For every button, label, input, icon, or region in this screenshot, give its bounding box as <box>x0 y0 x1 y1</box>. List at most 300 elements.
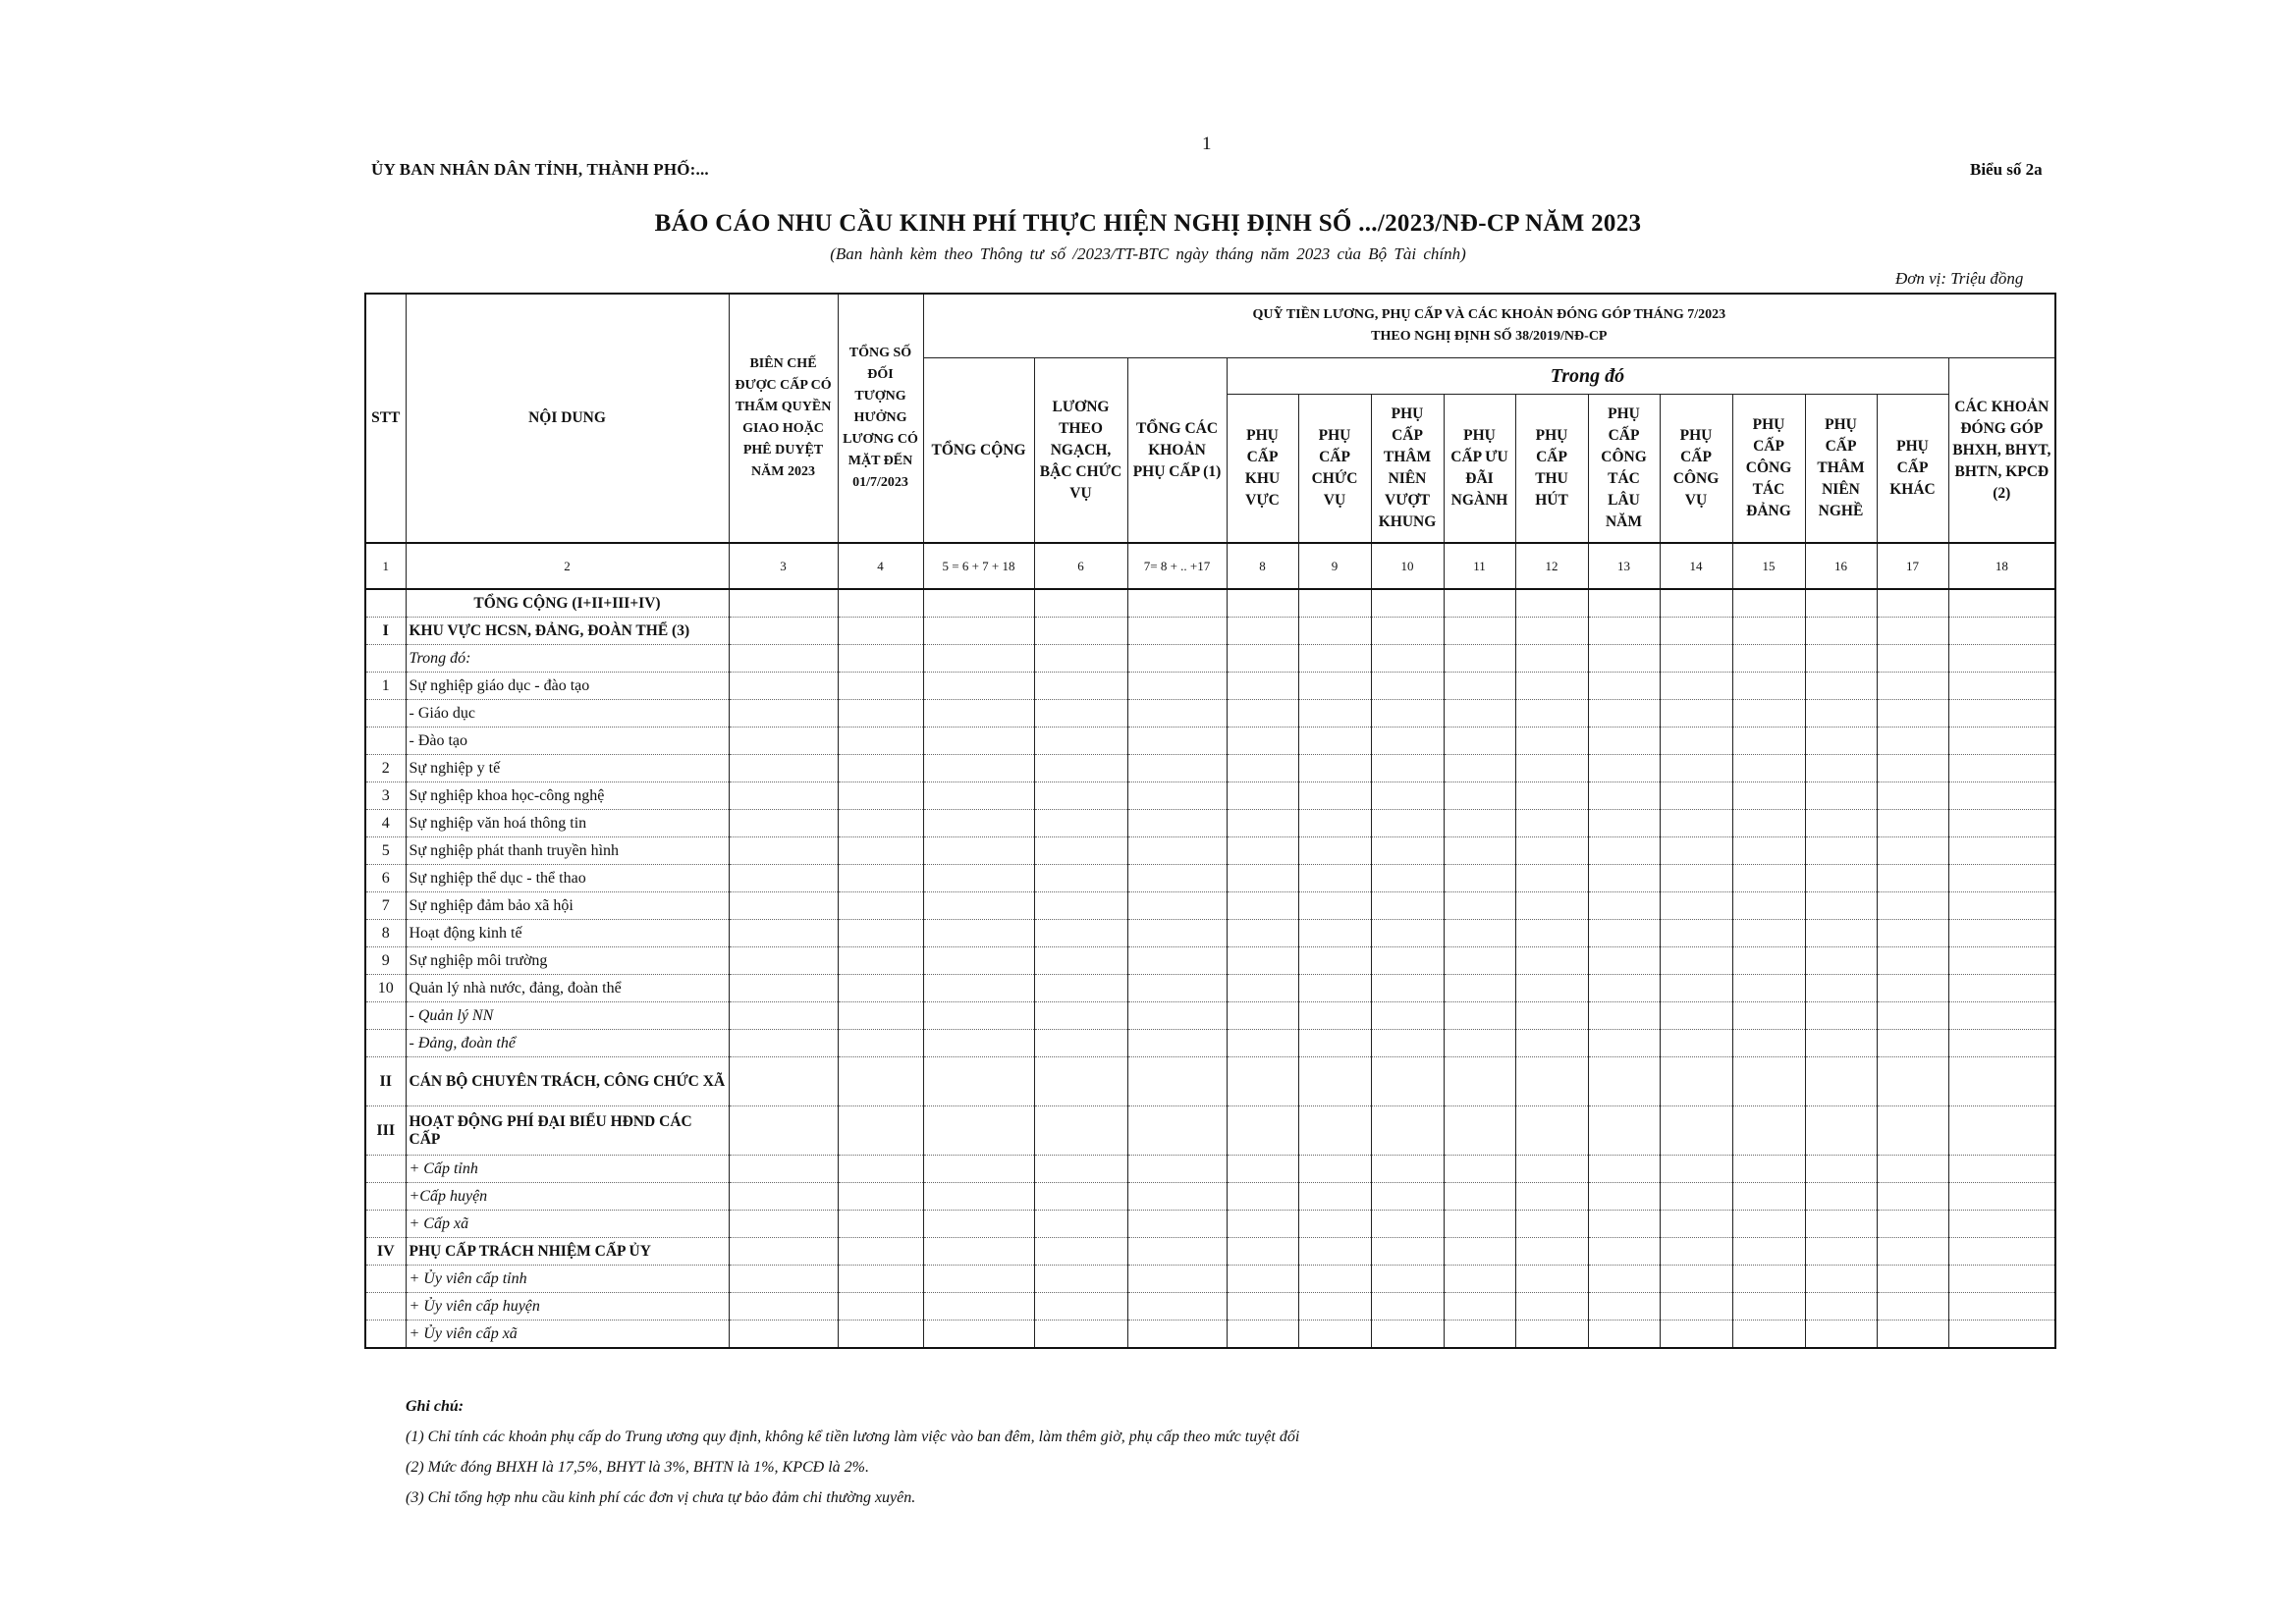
row-label: + Cấp xã <box>406 1211 729 1238</box>
row-cell <box>1877 782 1948 810</box>
row-cell <box>1660 1266 1732 1293</box>
row-cell <box>1127 700 1227 728</box>
header-luong-ngach: LƯƠNG THEO NGẠCH, BẬC CHỨC VỤ <box>1034 358 1127 544</box>
row-cell <box>1805 1030 1877 1057</box>
row-cell <box>1877 645 1948 673</box>
row-cell <box>729 947 838 975</box>
row-cell <box>1948 1057 2055 1106</box>
row-cell <box>923 1057 1034 1106</box>
row-cell <box>1371 700 1444 728</box>
row-cell <box>1371 892 1444 920</box>
table-row <box>365 920 2055 947</box>
report-title: BÁO CÁO NHU CẦU KINH PHÍ THỰC HIỆN NGHỊ ĐỊNH SỐ .../2023/NĐ-CP NĂM 2023 <box>654 210 1642 237</box>
row-cell <box>923 1266 1034 1293</box>
row-cell <box>1034 947 1127 975</box>
table-row <box>365 728 2055 755</box>
row-cell <box>1948 1321 2055 1349</box>
row-cell <box>1227 810 1298 837</box>
row-cell <box>1805 618 1877 645</box>
row-cell <box>1127 1266 1227 1293</box>
row-cell <box>1732 865 1805 892</box>
table-row <box>365 1266 2055 1293</box>
row-cell <box>1948 618 2055 645</box>
row-cell <box>1877 755 1948 782</box>
row-cell <box>1515 618 1588 645</box>
row-cell <box>729 1293 838 1321</box>
row-cell <box>1515 865 1588 892</box>
issuing-authority: ỦY BAN NHÂN DÂN TỈNH, THÀNH PHỐ:... <box>371 160 709 179</box>
row-cell <box>1805 673 1877 700</box>
row-cell <box>1371 1057 1444 1106</box>
row-cell <box>1732 1156 1805 1183</box>
table-row <box>365 947 2055 975</box>
row-cell <box>923 1106 1034 1156</box>
row-cell <box>1732 920 1805 947</box>
row-cell <box>1660 645 1732 673</box>
row-cell <box>1732 1238 1805 1266</box>
column-number: 9 <box>1298 543 1371 589</box>
row-cell <box>1588 1293 1660 1321</box>
row-cell <box>1298 645 1371 673</box>
row-cell <box>1034 975 1127 1002</box>
row-cell <box>1660 920 1732 947</box>
row-cell <box>1444 1183 1515 1211</box>
row-cell <box>1805 589 1877 618</box>
header-trong-do: Trong đó <box>1227 358 1948 395</box>
row-cell <box>1298 1057 1371 1106</box>
row-cell <box>729 1238 838 1266</box>
row-cell <box>923 645 1034 673</box>
row-cell <box>729 700 838 728</box>
row-cell <box>1127 618 1227 645</box>
row-cell <box>923 865 1034 892</box>
row-cell <box>838 782 923 810</box>
note-item: (1) Chỉ tính các khoản phụ cấp do Trung ương quy định, không kể tiền lương làm việc vào ban đêm, làm thêm giờ, phụ cấp theo mức tuyệt đối <box>406 1428 1300 1445</box>
row-cell <box>1371 810 1444 837</box>
row-label: + Ủy viên cấp huyện <box>406 1293 729 1321</box>
header-stt: STT <box>365 294 406 543</box>
row-cell <box>1227 1106 1298 1156</box>
row-cell <box>1877 1266 1948 1293</box>
row-cell <box>1732 589 1805 618</box>
row-label: + Cấp tỉnh <box>406 1156 729 1183</box>
row-cell <box>1660 865 1732 892</box>
row-label: CÁN BỘ CHUYÊN TRÁCH, CÔNG CHỨC XÃ <box>406 1057 729 1106</box>
row-cell <box>1588 865 1660 892</box>
row-cell <box>1371 782 1444 810</box>
row-cell <box>1805 1211 1877 1238</box>
row-cell <box>1444 755 1515 782</box>
row-cell <box>1127 947 1227 975</box>
row-cell <box>1948 920 2055 947</box>
row-cell <box>1515 1106 1588 1156</box>
row-cell <box>1877 1156 1948 1183</box>
row-label: + Ủy viên cấp xã <box>406 1321 729 1349</box>
row-cell <box>923 589 1034 618</box>
row-cell <box>1588 1321 1660 1349</box>
row-cell <box>1948 1106 2055 1156</box>
row-cell <box>1298 1293 1371 1321</box>
row-cell <box>1877 1238 1948 1266</box>
table-row <box>365 1321 2055 1349</box>
row-cell <box>1805 920 1877 947</box>
row-cell <box>923 1030 1034 1057</box>
row-cell <box>1127 975 1227 1002</box>
row-label: - Quản lý NN <box>406 1002 729 1030</box>
row-cell <box>1877 837 1948 865</box>
row-cell <box>1660 1002 1732 1030</box>
row-cell <box>1371 673 1444 700</box>
row-cell <box>1948 810 2055 837</box>
row-cell <box>1227 892 1298 920</box>
row-cell <box>1805 837 1877 865</box>
row-stt <box>365 1293 406 1321</box>
row-cell <box>1515 892 1588 920</box>
row-cell <box>1444 920 1515 947</box>
row-cell <box>1805 755 1877 782</box>
row-cell <box>1877 1183 1948 1211</box>
header-pc-chuc-vu: PHỤ CẤP CHỨC VỤ <box>1298 395 1371 544</box>
row-cell <box>1227 618 1298 645</box>
row-cell <box>1732 1266 1805 1293</box>
row-cell <box>1127 1057 1227 1106</box>
row-cell <box>1660 892 1732 920</box>
row-cell <box>1805 1238 1877 1266</box>
row-cell <box>1444 589 1515 618</box>
row-stt <box>365 1211 406 1238</box>
row-cell <box>1444 782 1515 810</box>
row-cell <box>1948 1293 2055 1321</box>
row-cell <box>923 1002 1034 1030</box>
row-cell <box>1732 645 1805 673</box>
column-number: 18 <box>1948 543 2055 589</box>
row-cell <box>1444 1293 1515 1321</box>
row-stt: 10 <box>365 975 406 1002</box>
row-cell <box>1444 1266 1515 1293</box>
row-stt: II <box>365 1057 406 1106</box>
row-cell <box>1034 1183 1127 1211</box>
row-cell <box>1877 1321 1948 1349</box>
row-label: +Cấp huyện <box>406 1183 729 1211</box>
row-cell <box>1877 1030 1948 1057</box>
row-cell <box>1298 1002 1371 1030</box>
row-cell <box>1732 673 1805 700</box>
header-pc-thu-hut: PHỤ CẤP THU HÚT <box>1515 395 1588 544</box>
row-cell <box>838 975 923 1002</box>
column-number: 17 <box>1877 543 1948 589</box>
row-cell <box>1805 1293 1877 1321</box>
row-cell <box>838 837 923 865</box>
row-cell <box>1588 1211 1660 1238</box>
row-cell <box>1877 618 1948 645</box>
row-cell <box>1034 1057 1127 1106</box>
header-tong-so-doi-tuong: TỔNG SỐ ĐỐI TƯỢNG HƯỞNG LƯƠNG CÓ MẶT ĐẾN 01/7/2023 <box>838 294 923 543</box>
row-cell <box>729 1321 838 1349</box>
row-cell <box>1948 728 2055 755</box>
row-cell <box>1515 810 1588 837</box>
row-cell <box>1588 1030 1660 1057</box>
row-cell <box>729 837 838 865</box>
row-cell <box>923 700 1034 728</box>
row-cell <box>1127 865 1227 892</box>
row-cell <box>1515 1002 1588 1030</box>
row-label: KHU VỰC HCSN, ĐẢNG, ĐOÀN THỂ (3) <box>406 618 729 645</box>
column-number: 11 <box>1444 543 1515 589</box>
row-cell <box>1805 1057 1877 1106</box>
row-cell <box>1034 1293 1127 1321</box>
row-cell <box>1660 755 1732 782</box>
column-number: 14 <box>1660 543 1732 589</box>
column-number: 1 <box>365 543 406 589</box>
row-cell <box>1732 618 1805 645</box>
row-cell <box>1371 1211 1444 1238</box>
row-stt: IV <box>365 1238 406 1266</box>
row-cell <box>1227 1156 1298 1183</box>
row-cell <box>1660 673 1732 700</box>
row-cell <box>1948 865 2055 892</box>
column-number: 2 <box>406 543 729 589</box>
row-cell <box>1227 1030 1298 1057</box>
row-cell <box>1298 865 1371 892</box>
row-cell <box>1127 837 1227 865</box>
table-row <box>365 810 2055 837</box>
row-stt: 1 <box>365 673 406 700</box>
row-cell <box>1948 589 2055 618</box>
row-cell <box>1515 700 1588 728</box>
row-cell <box>838 1030 923 1057</box>
row-cell <box>1127 892 1227 920</box>
row-cell <box>1298 1266 1371 1293</box>
column-number: 10 <box>1371 543 1444 589</box>
row-cell <box>729 920 838 947</box>
row-cell <box>1805 645 1877 673</box>
row-cell <box>1732 1030 1805 1057</box>
header-pc-khac: PHỤ CẤP KHÁC <box>1877 395 1948 544</box>
row-cell <box>1660 782 1732 810</box>
row-cell <box>1034 589 1127 618</box>
row-cell <box>1034 1002 1127 1030</box>
funding-report-table <box>364 293 2056 1349</box>
row-label: PHỤ CẤP TRÁCH NHIỆM CẤP ỦY <box>406 1238 729 1266</box>
row-stt: 7 <box>365 892 406 920</box>
row-label: - Đảng, đoàn thể <box>406 1030 729 1057</box>
row-cell <box>1371 1238 1444 1266</box>
row-cell <box>729 618 838 645</box>
row-cell <box>838 618 923 645</box>
row-cell <box>1127 1293 1227 1321</box>
row-cell <box>1660 1156 1732 1183</box>
row-cell <box>923 837 1034 865</box>
table-row <box>365 865 2055 892</box>
row-cell <box>1127 1156 1227 1183</box>
row-cell <box>1127 673 1227 700</box>
row-cell <box>1034 618 1127 645</box>
row-stt: 4 <box>365 810 406 837</box>
header-dong-gop: CÁC KHOẢN ĐÓNG GÓP BHXH, BHYT, BHTN, KPCĐ (2) <box>1948 358 2055 544</box>
column-number: 15 <box>1732 543 1805 589</box>
row-cell <box>1588 810 1660 837</box>
row-cell <box>1034 1156 1127 1183</box>
notes-title: Ghi chú: <box>406 1398 465 1415</box>
table-row <box>365 1002 2055 1030</box>
row-cell <box>1127 1002 1227 1030</box>
row-cell <box>1444 645 1515 673</box>
row-cell <box>923 673 1034 700</box>
row-cell <box>1515 1266 1588 1293</box>
row-cell <box>1948 975 2055 1002</box>
row-cell <box>1732 837 1805 865</box>
row-cell <box>1298 1321 1371 1349</box>
row-cell <box>1805 1183 1877 1211</box>
row-cell <box>1877 728 1948 755</box>
row-cell <box>1034 1211 1127 1238</box>
row-label: - Giáo dục <box>406 700 729 728</box>
row-cell <box>1515 1030 1588 1057</box>
row-cell <box>1948 1030 2055 1057</box>
row-cell <box>1877 700 1948 728</box>
row-cell <box>1588 782 1660 810</box>
row-stt: 6 <box>365 865 406 892</box>
row-cell <box>923 618 1034 645</box>
table-row <box>365 589 2055 618</box>
row-cell <box>1948 700 2055 728</box>
table-row <box>365 618 2055 645</box>
row-cell <box>1371 618 1444 645</box>
row-cell <box>1034 892 1127 920</box>
row-cell <box>1227 1321 1298 1349</box>
row-cell <box>838 1266 923 1293</box>
row-cell <box>1298 700 1371 728</box>
row-cell <box>1444 1002 1515 1030</box>
row-cell <box>1660 1293 1732 1321</box>
row-cell <box>1732 1293 1805 1321</box>
row-cell <box>1227 947 1298 975</box>
row-cell <box>838 1183 923 1211</box>
table-row <box>365 1183 2055 1211</box>
row-cell <box>1444 1156 1515 1183</box>
row-cell <box>1588 1106 1660 1156</box>
row-cell <box>838 947 923 975</box>
row-cell <box>1298 920 1371 947</box>
row-cell <box>1298 782 1371 810</box>
row-cell <box>1588 700 1660 728</box>
row-cell <box>1444 865 1515 892</box>
row-cell <box>838 1238 923 1266</box>
header-tong-cong: TỔNG CỘNG <box>923 358 1034 544</box>
row-cell <box>1732 1321 1805 1349</box>
row-cell <box>1371 589 1444 618</box>
table-row <box>365 1211 2055 1238</box>
row-cell <box>1444 975 1515 1002</box>
page-number: 1 <box>1202 134 1212 154</box>
row-cell <box>1588 755 1660 782</box>
header-pc-khu-vuc: PHỤ CẤP KHU VỰC <box>1227 395 1298 544</box>
row-cell <box>1948 837 2055 865</box>
row-cell <box>1298 975 1371 1002</box>
row-cell <box>1588 1002 1660 1030</box>
row-cell <box>1948 892 2055 920</box>
row-cell <box>1227 1211 1298 1238</box>
row-label: - Đào tạo <box>406 728 729 755</box>
row-label: Sự nghiệp phát thanh truyền hình <box>406 837 729 865</box>
row-cell <box>729 1266 838 1293</box>
row-cell <box>1877 947 1948 975</box>
row-cell <box>1805 810 1877 837</box>
row-cell <box>1948 1266 2055 1293</box>
table-body <box>365 589 2055 1348</box>
row-cell <box>729 865 838 892</box>
row-cell <box>1227 975 1298 1002</box>
row-cell <box>1371 1183 1444 1211</box>
row-cell <box>1227 1238 1298 1266</box>
row-cell <box>923 947 1034 975</box>
row-cell <box>729 755 838 782</box>
row-cell <box>838 589 923 618</box>
row-cell <box>1227 645 1298 673</box>
column-number: 16 <box>1805 543 1877 589</box>
row-stt <box>365 728 406 755</box>
row-cell <box>1877 892 1948 920</box>
row-cell <box>729 810 838 837</box>
row-cell <box>1444 673 1515 700</box>
row-cell <box>1805 1106 1877 1156</box>
row-cell <box>923 782 1034 810</box>
currency-unit: Đơn vị: Triệu đồng <box>1895 269 2024 288</box>
row-cell <box>1371 865 1444 892</box>
row-cell <box>1298 837 1371 865</box>
row-cell <box>1660 1183 1732 1211</box>
row-cell <box>1227 865 1298 892</box>
row-cell <box>1588 1238 1660 1266</box>
row-cell <box>1371 1156 1444 1183</box>
table-row <box>365 837 2055 865</box>
row-cell <box>729 892 838 920</box>
row-cell <box>1877 589 1948 618</box>
row-cell <box>1127 782 1227 810</box>
column-number: 6 <box>1034 543 1127 589</box>
row-cell <box>923 1183 1034 1211</box>
row-cell <box>1948 645 2055 673</box>
row-cell <box>923 892 1034 920</box>
row-cell <box>1371 1030 1444 1057</box>
row-cell <box>1298 728 1371 755</box>
row-cell <box>1515 1183 1588 1211</box>
row-cell <box>1444 837 1515 865</box>
row-label: Sự nghiệp đảm bảo xã hội <box>406 892 729 920</box>
note-item: (2) Mức đóng BHXH là 17,5%, BHYT là 3%, BHTN là 1%, KPCĐ là 2%. <box>406 1459 869 1476</box>
row-cell <box>729 1002 838 1030</box>
row-cell <box>838 755 923 782</box>
row-cell <box>1948 755 2055 782</box>
row-cell <box>1660 1238 1732 1266</box>
row-cell <box>1227 1002 1298 1030</box>
table-row <box>365 782 2055 810</box>
row-cell <box>1588 975 1660 1002</box>
row-label: Trong đó: <box>406 645 729 673</box>
row-cell <box>1298 673 1371 700</box>
column-number: 12 <box>1515 543 1588 589</box>
header-pc-uu-dai: PHỤ CẤP ƯU ĐÃI NGÀNH <box>1444 395 1515 544</box>
row-cell <box>1948 1183 2055 1211</box>
row-label: + Ủy viên cấp tỉnh <box>406 1266 729 1293</box>
row-cell <box>1298 1183 1371 1211</box>
row-cell <box>1227 589 1298 618</box>
row-cell <box>1515 589 1588 618</box>
row-cell <box>729 1030 838 1057</box>
row-cell <box>1034 700 1127 728</box>
row-stt: I <box>365 618 406 645</box>
table-row <box>365 1106 2055 1156</box>
